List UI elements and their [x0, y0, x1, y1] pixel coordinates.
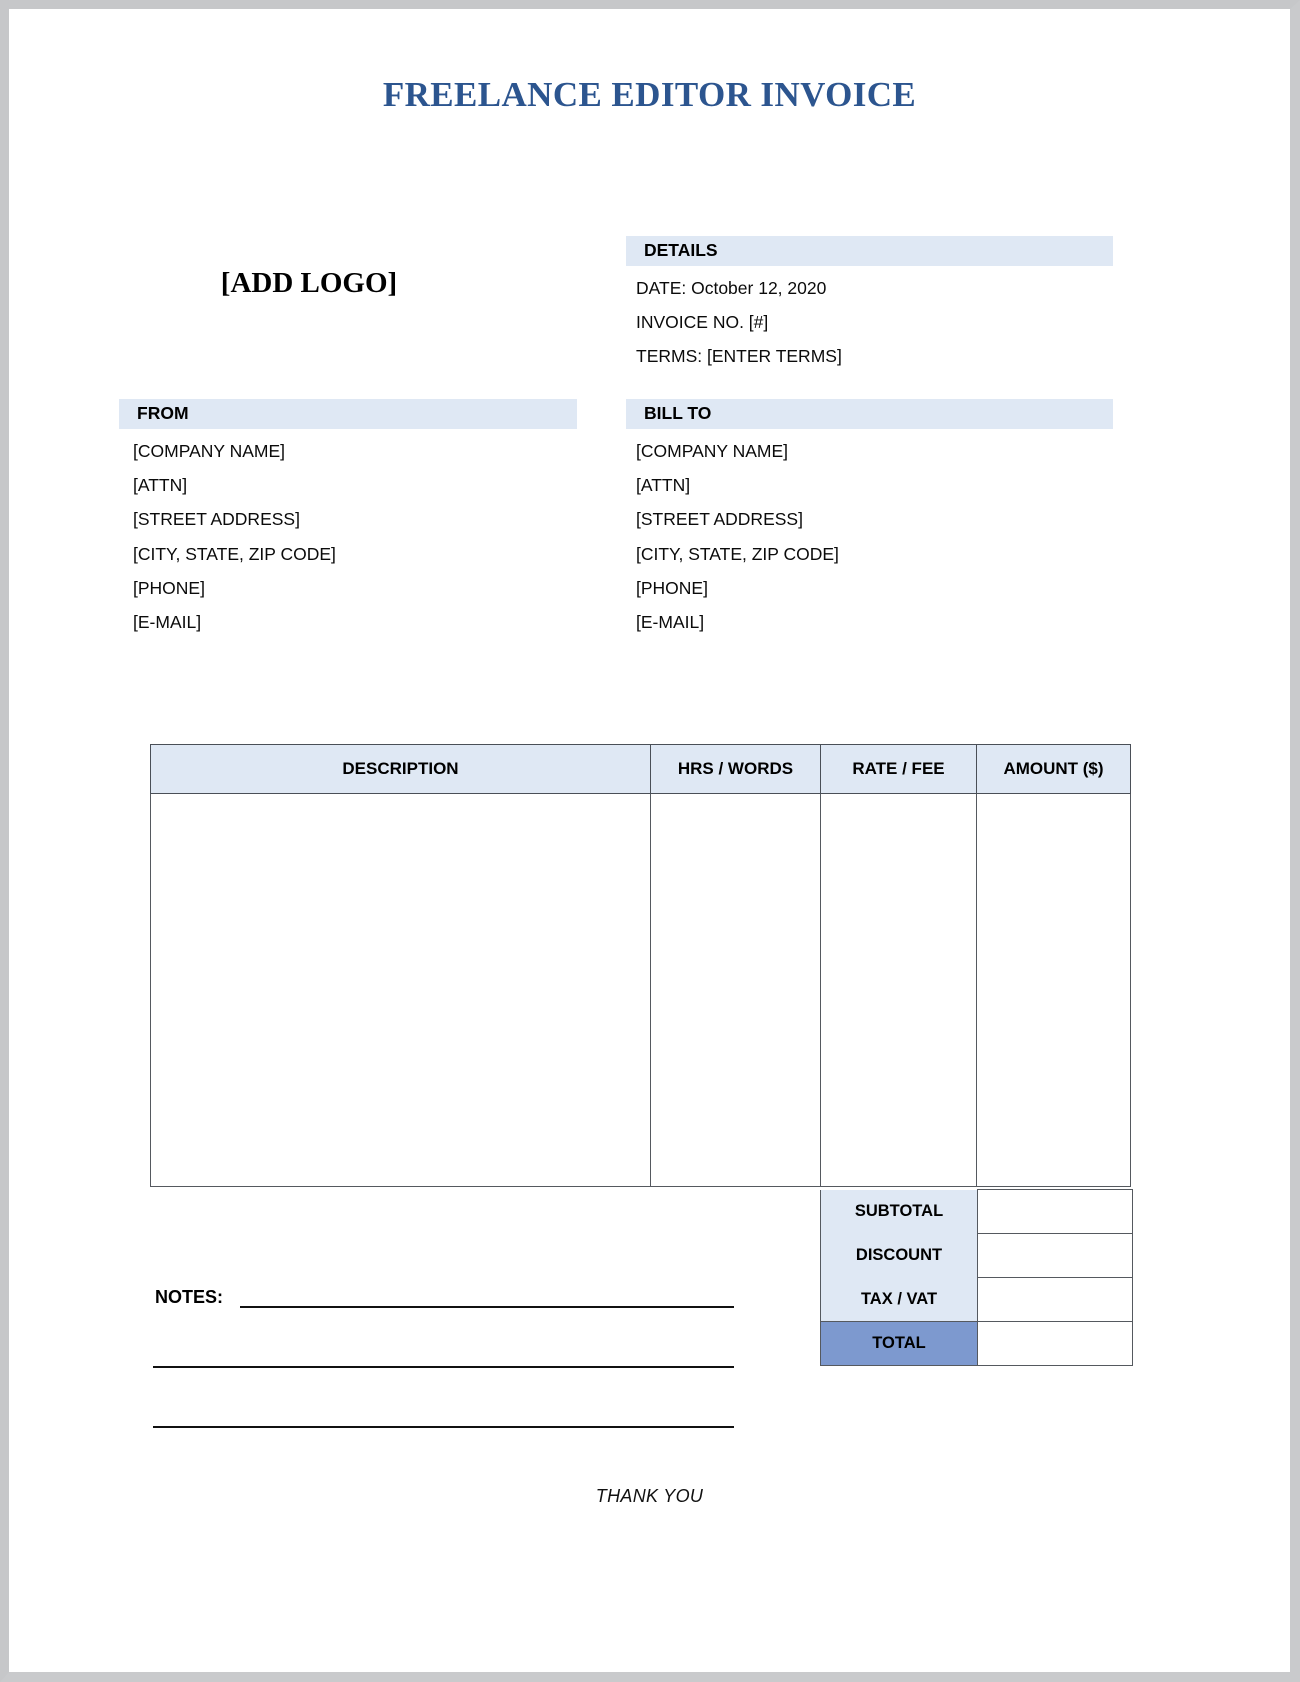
- from-attn[interactable]: [ATTN]: [133, 475, 188, 496]
- cell-amount[interactable]: [977, 794, 1131, 1187]
- from-street-address[interactable]: [STREET ADDRESS]: [133, 509, 300, 530]
- from-block: [133, 434, 336, 639]
- totals-row-subtotal: [821, 1190, 1133, 1234]
- bill-to-attn[interactable]: [ATTN]: [636, 475, 691, 496]
- details-line-invoice-no[interactable]: INVOICE NO. [#]: [636, 312, 769, 333]
- from-section-header: FROM: [119, 399, 577, 429]
- bill-to-city-state-zip[interactable]: [CITY, STATE, ZIP CODE]: [636, 543, 839, 564]
- details-block: [636, 271, 842, 374]
- column-header-rate-fee: RATE / FEE: [821, 745, 977, 794]
- from-email[interactable]: [E-MAIL]: [133, 612, 202, 633]
- table-header-row: [151, 745, 1131, 794]
- subtotal-label: SUBTOTAL: [821, 1190, 978, 1234]
- table-row: [151, 794, 1131, 1187]
- details-section-header: DETAILS: [626, 236, 1113, 266]
- invoice-sheet: [9, 9, 1290, 1672]
- totals-row-tax-vat: [821, 1278, 1133, 1322]
- totals-row-total: [821, 1322, 1133, 1366]
- bill-to-section-header: BILL TO: [626, 399, 1113, 429]
- bill-to-email[interactable]: [E-MAIL]: [636, 612, 705, 633]
- bill-to-street-address[interactable]: [STREET ADDRESS]: [636, 509, 803, 530]
- discount-label: DISCOUNT: [821, 1234, 978, 1278]
- from-city-state-zip[interactable]: [CITY, STATE, ZIP CODE]: [133, 543, 336, 564]
- subtotal-value[interactable]: [978, 1190, 1133, 1234]
- thank-you-text: THANK YOU: [595, 1486, 704, 1506]
- tax-vat-value[interactable]: [978, 1278, 1133, 1322]
- bill-to-block: [636, 434, 839, 639]
- totals-row-discount: [821, 1234, 1133, 1278]
- notes-line-3[interactable]: [153, 1426, 734, 1428]
- totals-table: [820, 1189, 1133, 1366]
- notes-line-1[interactable]: [240, 1306, 734, 1308]
- total-label: TOTAL: [821, 1322, 978, 1366]
- cell-description[interactable]: [151, 794, 651, 1187]
- discount-value[interactable]: [978, 1234, 1133, 1278]
- logo-placeholder[interactable]: [ADD LOGO]: [220, 267, 398, 299]
- cell-hrs-words[interactable]: [651, 794, 821, 1187]
- column-header-amount: AMOUNT ($): [977, 745, 1131, 794]
- total-value[interactable]: [978, 1322, 1133, 1366]
- column-header-description: DESCRIPTION: [151, 745, 651, 794]
- page-title: FREELANCE EDITOR INVOICE: [382, 75, 917, 114]
- bill-to-phone[interactable]: [PHONE]: [636, 577, 708, 598]
- details-line-date[interactable]: DATE: October 12, 2020: [636, 278, 827, 298]
- from-phone[interactable]: [PHONE]: [133, 577, 205, 598]
- line-items-table: [150, 744, 1131, 1187]
- bill-to-company-name[interactable]: [COMPANY NAME]: [636, 441, 789, 461]
- column-header-hrs-words: HRS / WORDS: [651, 745, 821, 794]
- details-line-terms[interactable]: TERMS: [ENTER TERMS]: [636, 346, 842, 367]
- cell-rate-fee[interactable]: [821, 794, 977, 1187]
- tax-vat-label: TAX / VAT: [821, 1278, 978, 1322]
- from-company-name[interactable]: [COMPANY NAME]: [133, 441, 286, 461]
- notes-line-2[interactable]: [153, 1366, 734, 1368]
- notes-label: NOTES:: [155, 1287, 224, 1307]
